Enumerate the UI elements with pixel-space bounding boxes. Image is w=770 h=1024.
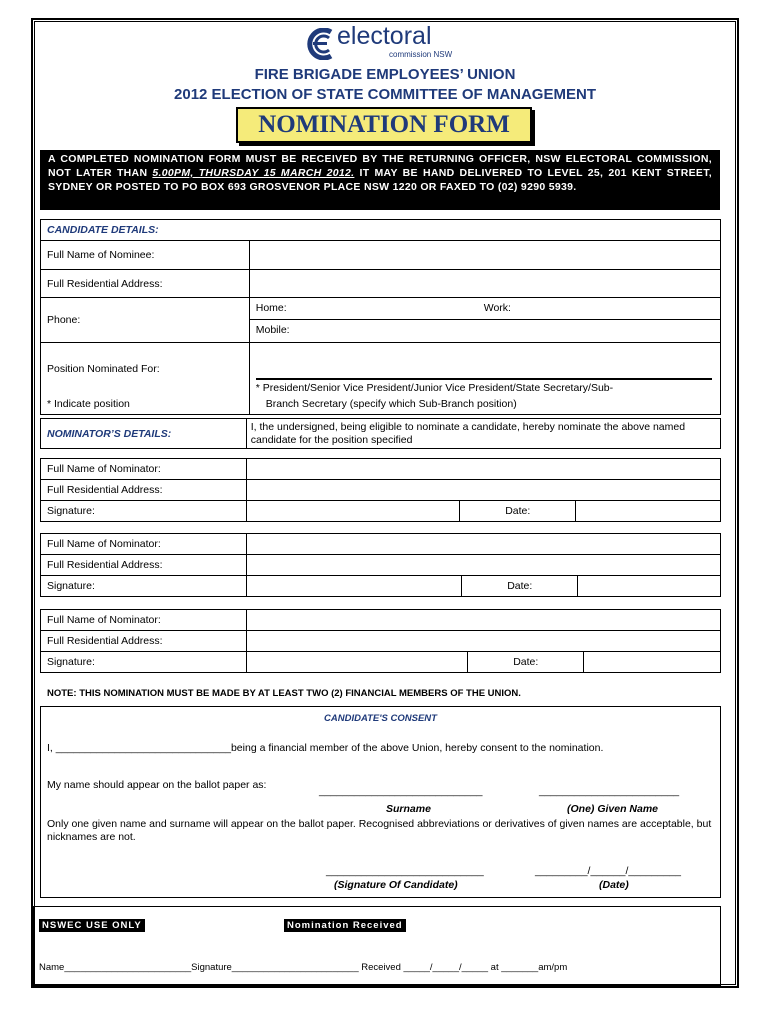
nominator-2-signature-field[interactable] [246,576,462,597]
nominator-1-name-field[interactable] [246,459,720,480]
position-label: Position Nominated For: [47,363,160,375]
position-note-2: Branch Secretary (specify which Sub-Branch position) [265,398,517,410]
logo-sub: commission NSW [389,50,453,59]
candidate-details-table [40,219,721,415]
ballot-rule-text: Only one given name and surname will appear on the ballot paper. Recognised abbreviations or derivatives of given names are acceptable, but nicknames are not. [47,818,712,843]
nswec-use-only-box [33,906,721,986]
nominator-name-label: Full Name of Nominator: [41,459,247,480]
nominator-3-signature-field[interactable] [246,652,468,673]
candidate-consent-box [40,706,721,898]
nominator-header-table [40,418,721,449]
consent-header: CANDIDATE'S CONSENT [324,713,437,724]
surname-label: Surname [386,803,431,815]
indicate-position-label: * Indicate position [47,398,130,410]
given-name-blank[interactable]: ________________________ [539,785,680,797]
ballot-label: My name should appear on the ballot paper as: [47,779,267,791]
candidate-signature-blank[interactable]: ___________________________ [326,865,484,877]
consent-name-blank[interactable]: ______________________________ [55,742,231,754]
nominator-1-signature-field[interactable] [246,501,460,522]
phone-fields [249,298,720,343]
nominator-3-table [40,609,721,673]
nominator-2-table [40,533,721,597]
position-label-cell [41,343,250,415]
nominator-signature-label: Signature: [41,501,247,522]
nominator-1-date-field[interactable] [576,501,721,522]
nominator-1-address-field[interactable] [246,480,720,501]
position-field[interactable] [249,343,720,415]
candidate-signature-label: (Signature Of Candidate) [334,879,458,891]
union-title: FIRE BRIGADE EMPLOYEES’ UNION [254,66,516,83]
consent-prefix: I, [47,742,56,754]
electoral-logo-icon [305,28,335,60]
nominator-address-label: Full Residential Address: [41,480,247,501]
election-title: 2012 ELECTION OF STATE COMMITTEE OF MANAGEMENT [174,86,596,103]
nominator-signature-label: Signature: [41,576,247,597]
nominee-name-label: Full Name of Nominee: [41,241,250,270]
nominator-1-table [40,458,721,522]
candidate-date-label: (Date) [599,879,629,891]
nominator-signature-label: Signature: [41,652,247,673]
nominator-name-label: Full Name of Nominator: [41,610,247,631]
nswec-use-only-label: NSWEC USE ONLY [39,919,145,932]
position-underline [256,378,712,380]
mobile-phone-label: Mobile: [255,324,290,336]
nominator-address-label: Full Residential Address: [41,631,247,652]
nominator-2-name-field[interactable] [246,534,720,555]
nominee-address-field[interactable] [249,270,720,298]
consent-suffix: being a financial member of the above Union, hereby consent to the nomination. [230,742,604,754]
nominator-date-label: Date: [468,652,584,673]
candidate-header: CANDIDATE DETAILS: [41,220,721,241]
nswec-receipt-line[interactable]: Name________________________Signature________________________ Received _____/_____/_____ at _______am/pm [39,962,568,973]
form-title: NOMINATION FORM [236,107,532,143]
home-phone-label: Home: [255,302,287,314]
surname-blank[interactable]: ____________________________ [319,785,483,797]
nominator-3-name-field[interactable] [246,610,720,631]
consent-line [47,742,603,754]
notice-part1: A COMPLETED NOMINATION FORM MUST BE RECEIVED BY THE RETURNING OFFICER, NSW ELECTORAL COMMISSION, NOT LATER THAN [48,153,712,179]
given-name-label: (One) Given Name [567,803,659,815]
nominator-3-date-field[interactable] [584,652,721,673]
notice-part2: IT MAY BE HAND DELIVERED TO LEVEL 25, 201 KENT STREET, SYDNEY OR POSTED TO PO BOX 693 GROSVENOR PLACE NSW 1220 OR FAXED TO (02) 9290 5939. [48,167,712,193]
electoral-commission-logo [305,22,465,64]
nominator-date-label: Date: [460,501,576,522]
work-phone-label: Work: [483,302,511,314]
phone-label: Phone: [41,298,250,343]
nominee-address-label: Full Residential Address: [41,270,250,298]
nominator-3-address-field[interactable] [246,631,720,652]
nominator-name-label: Full Name of Nominator: [41,534,247,555]
position-note-1: * President/Senior Vice President/Junior Vice President/State Secretary/Sub- [255,382,614,394]
nominator-address-label: Full Residential Address: [41,555,247,576]
nominator-date-label: Date: [462,576,578,597]
financial-members-note: NOTE: THIS NOMINATION MUST BE MADE BY AT LEAST TWO (2) FINANCIAL MEMBERS OF THE UNION. [47,688,521,699]
notice-deadline: 5.00PM, THURSDAY 15 MARCH 2012. [152,167,355,179]
nominator-2-date-field[interactable] [578,576,721,597]
logo-word: electoral [337,22,432,50]
nominator-2-address-field[interactable] [246,555,720,576]
nominee-name-field[interactable] [249,241,720,270]
nominator-statement: I, the undersigned, being eligible to nominate a candidate, hereby nominate the above named candidate for the position specified [246,419,720,449]
nomination-received-label: Nomination Received [284,919,406,932]
submission-notice [40,150,720,210]
nominator-header: NOMINATOR’S DETAILS: [41,419,247,449]
candidate-date-blank[interactable]: _________/______/_________ [535,865,681,877]
